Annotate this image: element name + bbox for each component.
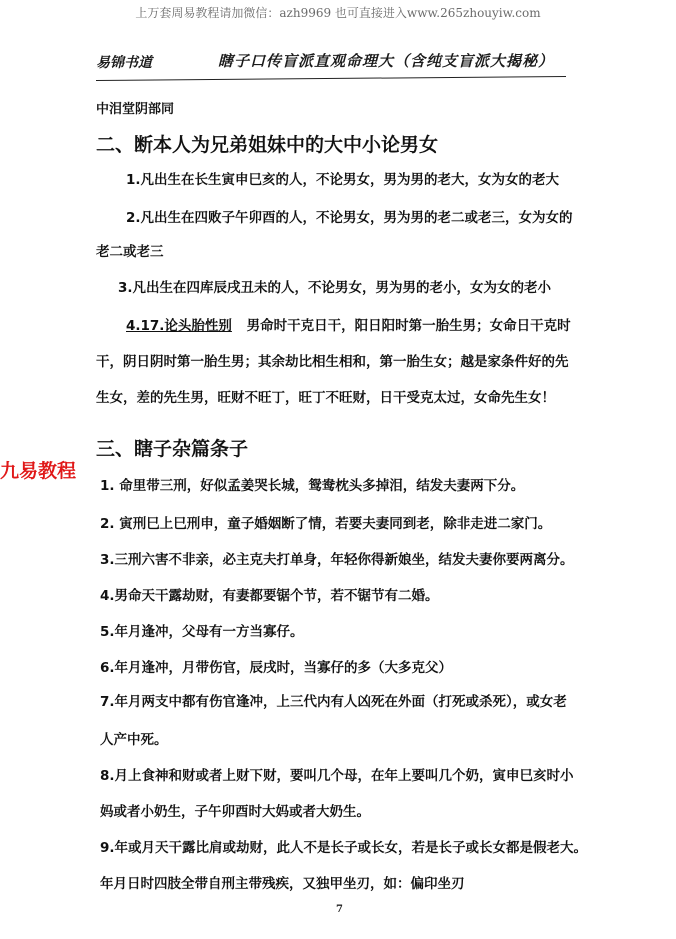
section2-item4 [126, 314, 571, 334]
section3-line-11: 9.年或月天干露比肩或劫财，此人不是长子或长女，若是长子或长女都是假老大。 [100, 840, 588, 856]
page-number: 7 [336, 904, 343, 915]
section3-line-3: 3.三刑六害不非亲，必主克夫打单身，年轻你得新娘坐，结发夫妻你要两离分。 [100, 552, 574, 568]
subheader: 中泪堂阴部同 [96, 102, 175, 117]
side-watermark: 九易教程 [0, 460, 77, 482]
section3-line-4: 4.男命天干露劫财，有妻都要锯个节，若不锯节有二婚。 [100, 588, 439, 604]
header-underline [96, 76, 566, 81]
section2-line-2: 2.凡出生在四败子午卯酉的人，不论男女，男为男的老二或老三，女为女的 [126, 210, 573, 226]
section2-line-3: 老二或老三 [96, 244, 164, 260]
top-watermark: 上万套周易教程请加微信：azh9969 也可直接进入www.265zhouyiw.com [135, 6, 541, 20]
item4-link[interactable]: 4.17.论头胎性别 [126, 318, 232, 334]
item4-text: 男命时干克日干，阳日阳时第一胎生男；女命日干克时 [246, 318, 571, 334]
section2-line-4: 3.凡出生在四库辰戌丑未的人，不论男女，男为男的老小，女为女的老小 [118, 280, 552, 296]
section3-line-10: 妈或者小奶生，子午卯酉时大妈或者大奶生。 [100, 804, 370, 820]
handwritten-title: 瞎子口传盲派直观命理大（含纯支盲派大揭秘） [218, 52, 555, 70]
handwritten-header-left: 易锦书道 [96, 55, 152, 71]
section2-item4-cont-1: 干，阴日阴时第一胎生男；其余劫比相生相和，第一胎生女；越是家条件好的先 [96, 354, 569, 370]
section-heading-3: 三、瞎子杂篇条子 [96, 438, 249, 460]
section3-line-8: 人产中死。 [100, 732, 168, 748]
section3-line-9: 8.月上食神和财或者上财下财，要叫几个母，在年上要叫几个奶，寅申巳亥时小 [100, 768, 574, 784]
section-heading-2: 二、断本人为兄弟姐妹中的大中小论男女 [96, 134, 439, 156]
section3-line-2: 2. 寅刑巳上巳刑申，童子婚姻断了情，若要夫妻同到老，除非走进二家门。 [100, 516, 552, 532]
section3-line-5: 5.年月逢冲，父母有一方当寡仔。 [100, 624, 304, 640]
section2-item4-cont-2: 生女，差的先生男，旺财不旺丁，旺丁不旺财，日干受克太过，女命先生女！ [96, 390, 555, 406]
section3-line-6: 6.年月逢冲，月带伤官，辰戌时，当寡仔的多（大多克父） [100, 660, 453, 676]
section3-line-7: 7.年月两支中都有伤官逢冲，上三代内有人凶死在外面（打死或杀死），或女老 [100, 694, 567, 710]
section3-line-12: 年月日时四肢全带自刑主带残疾，又独甲坐刃，如：偏印坐刃 [100, 876, 465, 892]
section3-line-1: 1. 命里带三刑，好似孟姜哭长城，鸳鸯枕头多掉泪，结发夫妻两下分。 [100, 478, 525, 494]
section2-line-1: 1.凡出生在长生寅申巳亥的人，不论男女，男为男的老大，女为女的老大 [126, 172, 560, 188]
